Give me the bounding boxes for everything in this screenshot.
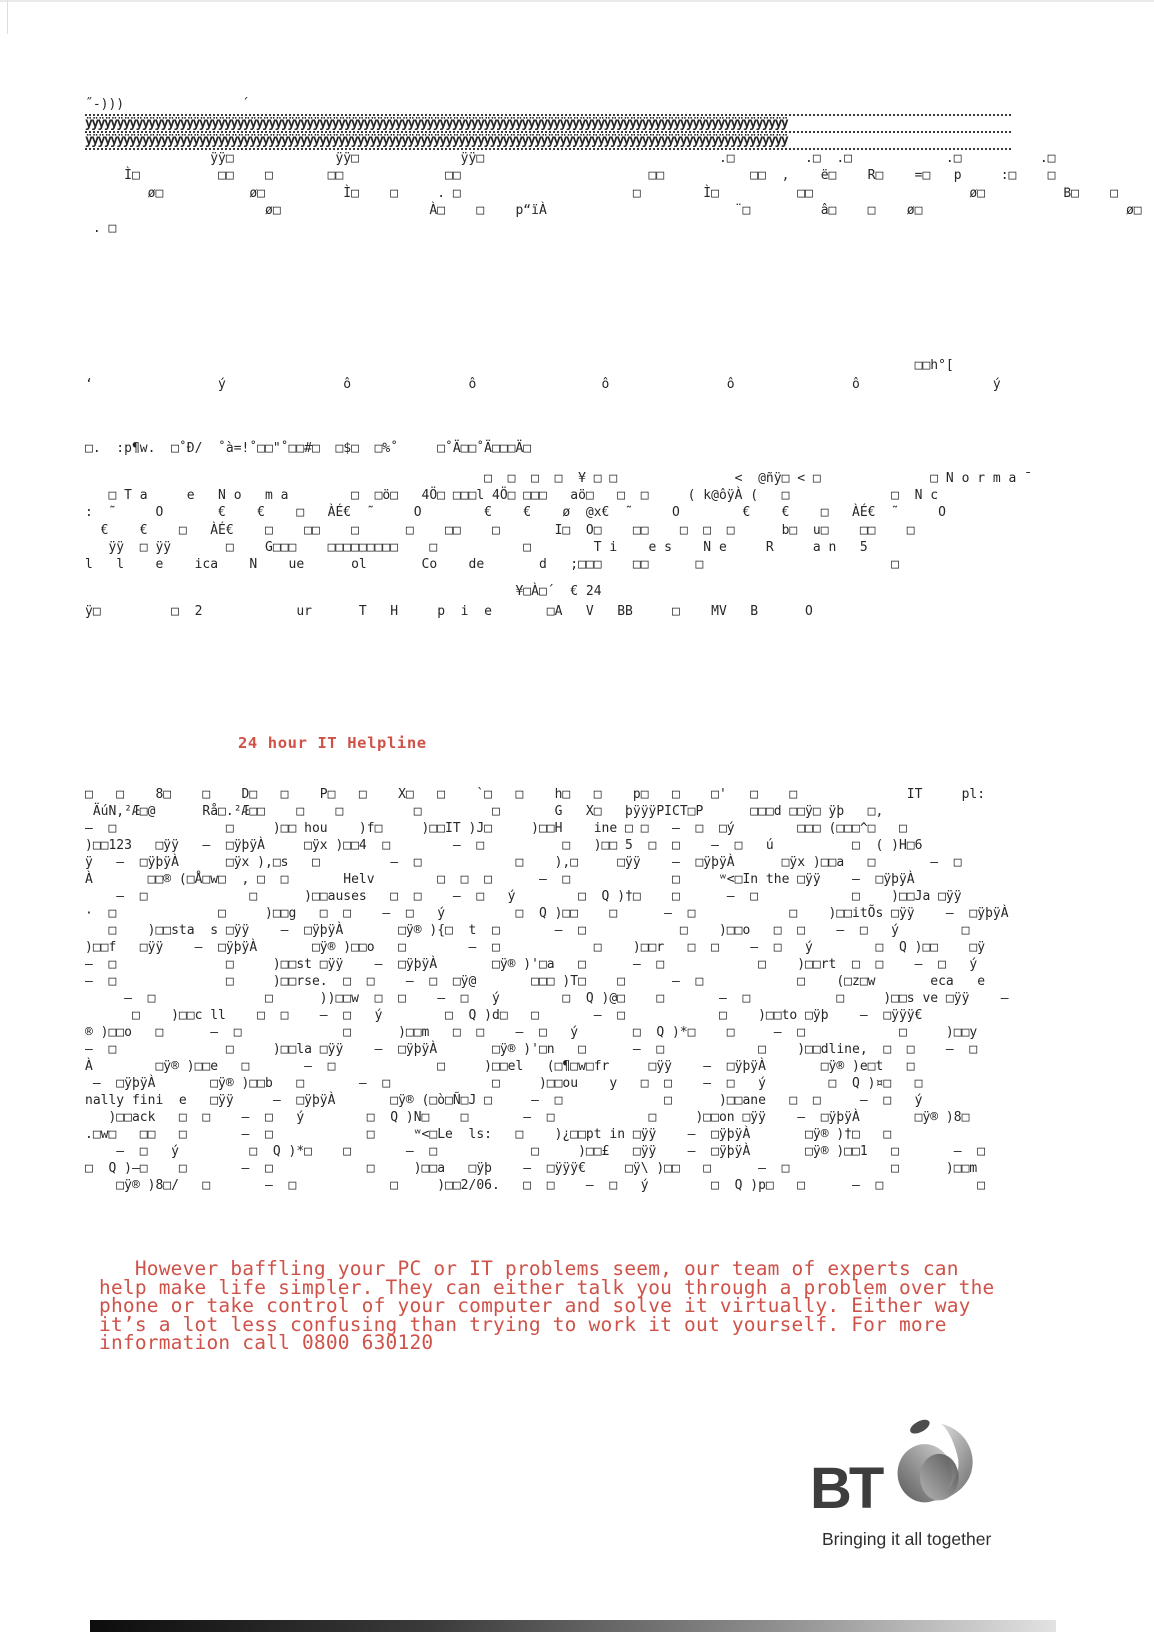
garbled-line: – □ ý □ Q )*□ □ – □ □ )□□£ □ÿÿ – □ÿþÿÀ □ÿ® )□□1 □ – □ <box>85 1144 986 1159</box>
garbled-line: .□w□ □□ □ – □ □ ʷ<□Le ls: □ )¿□□pt in □ÿÿ – □ÿþÿÀ □ÿ® )†□ □ <box>85 1127 892 1142</box>
garbled-line: phone or take control of your computer and solve it virtually. Either way <box>99 1294 971 1317</box>
garbled-scatter-lines <box>85 150 1142 238</box>
garbled-line: – □ÿþÿÀ □ÿ® )□□b □ – □ □ )□□ou y □ □ – □ ý □ Q )¤□ □ <box>85 1076 923 1091</box>
garbled-line: □ T a e N o m a □ □ö□ 4Ö□ □□□l 4Ö□ □□□ aö□ □ □ ( k@ôÿÀ ( □ □ N c <box>85 488 939 504</box>
garbled-line: □ Q )–□ □ – □ □ )□□a □ÿþ – □ÿÿÿ€ □ÿ\ )□□ □ – □ □ )□□m <box>85 1161 978 1176</box>
garbled-line: □ )□□c ll □ □ – □ ý □ Q )d□ □ – □ □ )□□to □ÿþ – □ÿÿÿ€ <box>85 1008 923 1023</box>
garbled-y-row: ÿÿÿÿÿÿÿÿÿÿÿÿÿÿÿÿÿÿÿÿÿÿÿÿÿÿÿÿÿÿÿÿÿÿÿÿÿÿÿÿÿÿÿÿÿÿÿÿÿÿÿÿÿÿÿÿÿÿÿÿÿÿÿÿÿÿÿÿÿÿÿÿÿÿÿÿÿÿÿÿÿÿÿÿÿÿÿÿÿÿÿÿÿÿÿÿÿÿÿÿÿÿÿÿÿÿÿÿÿÿÿ <box>85 114 1011 133</box>
garbled-main-lines <box>85 786 1009 1194</box>
bt-logo-text: BT <box>810 1455 882 1521</box>
garbled-line: However baffling your PC or IT problems seem, our team of experts can <box>99 1257 959 1280</box>
garbled-format-line: □. :p¶w. □˚Ð/ ˚à=!˚□□"˚□□#□ □$□ □%˚ □˚Ä□□˚Ä□□□Ä□ <box>85 441 532 456</box>
garbled-line: Ì□ □□ □ □□ □□ □□ □□ , ë□ R□ =□ p :□ □ <box>85 168 1056 183</box>
garbled-line: – □ □ )□□st □ÿÿ – □ÿþÿÀ □ÿ® )'□a □ – □ □ )□□rt □ □ – □ ý <box>85 957 978 972</box>
garbled-line: À □ÿ® )□□e □ – □ □ )□□el (□¶□w□fr □ÿÿ – □ÿþÿÀ □ÿ® )e□t □ <box>85 1059 915 1074</box>
garbled-main-block <box>85 786 1009 1194</box>
garbled-line: – □ □ )□□la □ÿÿ – □ÿþÿÀ □ÿ® )'□n □ – □ □ )□□dline, □ □ – □ <box>85 1042 978 1057</box>
garbled-line: it’s a lot less confusing than trying to work it out yourself. For more <box>99 1312 947 1336</box>
garbled-line: ø□ ø□ Ì□ □ . □ □ Ì□ □□ ø□ Β□ □ <box>85 185 1119 201</box>
bt-tagline: Bringing it all together <box>822 1529 992 1549</box>
garbled-header-block <box>85 96 1142 237</box>
garbled-line: )□□ack □ □ – □ ý □ Q )N□ □ – □ □ )□□on □ÿÿ – □ÿþÿÀ □ÿ® )8□ <box>85 1110 970 1125</box>
footer-gradient-bar <box>90 1620 1056 1632</box>
garbled-line: ÿ – □ÿþÿÀ □ÿx ),□s □ – □ □ ),□ □ÿÿ – □ÿþÿÀ □ÿx )□□a □ – □ <box>85 855 962 870</box>
body-copy <box>99 1257 995 1354</box>
garbled-line: nally fini e □ÿÿ – □ÿþÿÀ □ÿ® (□ò□Ñ□J □ – □ □ )□□ane □ □ – □ ý <box>85 1093 923 1108</box>
garbled-line: ® )□□o □ – □ □ )□□m □ □ – □ ý □ Q )*□ □ – □ □ )□□y <box>85 1025 978 1040</box>
garbled-line: □ÿ® )8□/ □ – □ □ )□□2/06. □ □ – □ ý □ Q )p□ □ – □ □ <box>85 1178 986 1193</box>
garbled-y-row: ÿÿÿÿÿÿÿÿÿÿÿÿÿÿÿÿÿÿÿÿÿÿÿÿÿÿÿÿÿÿÿÿÿÿÿÿÿÿÿÿÿÿÿÿÿÿÿÿÿÿÿÿÿÿÿÿÿÿÿÿÿÿÿÿÿÿÿÿÿÿÿÿÿÿÿÿÿÿÿÿÿÿÿÿÿÿÿÿÿÿÿÿÿÿÿÿÿÿÿÿÿÿÿÿÿÿÿÿÿÿÿ <box>85 133 1011 150</box>
garbled-line: ÿ□ □ 2 ur T H p i e □A V BB □ MV B O <box>85 604 813 619</box>
garbled-line: ¥□À□´ € 24 <box>85 584 602 599</box>
garbled-line: □ )□□sta s □ÿÿ – □ÿþÿÀ □ÿ® ){□ t □ – □ □ )□□o □ □ – □ ý □ <box>85 923 970 938</box>
garbled-line: – □ □ )□□rse. □ □ – □ □ÿ@ □□□ )T□ □ – □ □ (□z□w eca e <box>85 974 986 989</box>
page-edge-top-line <box>0 0 1154 2</box>
garbled-line: ˝-))) ´ <box>85 97 250 112</box>
body-copy-lines <box>99 1257 995 1354</box>
garbled-24-block <box>85 582 813 622</box>
bt-logo-row <box>810 1416 1025 1521</box>
garbled-line: – □ □ )□□ hou )f□ )□□IT )J□ )□□H ine □ □ – □ □ý □□□ (□□□^□ □ <box>85 821 907 836</box>
garbled-line: ÄúN,²Æ□@ Rå□.²Æ□□ □ □ □ □ G X□ þÿÿÿPICT□P □□□d □□ÿ□ ÿþ □, <box>85 804 884 819</box>
garbled-line: : ˜ O € € □ ÀÉ€ ˜ O € € ø @x€ ˜ O € € □ ÀÉ€ ˜ O <box>85 505 946 521</box>
garbled-line: · □ □ )□□g □ □ – □ ý □ Q )□□ □ – □ □ )□□itÕs □ÿÿ – □ÿþÿÀ <box>85 906 1009 921</box>
garbled-line: ø□ À□ □ p“ïÀ ¨□ â□ □ ø□ ø□ <box>85 203 1142 218</box>
garbled-line: information call 0800 630120 <box>99 1331 434 1354</box>
garbled-24-lines <box>85 582 813 622</box>
garbled-line: ÿÿ□ ÿÿ□ ÿÿ□ .□ .□ .□ .□ .□ <box>85 150 1056 166</box>
garbled-line: □ □ □ □ ¥ □ □ < @ñÿ□ < □ □ N o r m a ¯ <box>85 471 1033 486</box>
bt-globe-icon <box>883 1416 980 1517</box>
garbled-line: ‘ ý ô ô ô ô ô ý <box>85 377 1001 392</box>
garbled-font-meta-block <box>85 470 1032 573</box>
garbled-line: )□□123 □ÿÿ – □ÿþÿÀ □ÿx )□□4 □ – □ □ )□□ 5 □ □ – □ ú □ ( )H□6 <box>85 838 923 853</box>
garbled-line: . □ <box>85 220 117 236</box>
page-edge-left-line <box>7 0 8 34</box>
garbled-line: help make life simpler. They can either talk you through a problem over the <box>99 1275 995 1299</box>
garbled-line: – □ □ ))□□w □ □ – □ ý □ Q )@□ □ – □ □ )□□s ve □ÿÿ – <box>85 991 1009 1006</box>
bt-logo-lockup <box>810 1416 1025 1550</box>
garbled-line: – □ □ )□□auses □ □ – □ ý □ Q )†□ □ – □ □ )□□Ja □ÿÿ <box>85 889 962 904</box>
garbled-line: □□h°[ <box>85 358 954 373</box>
garbled-line: À □□® (□Å□w□ , □ □ Helv □ □ □ – □ □ ʷ<□In the □ÿÿ – □ÿþÿÀ <box>85 872 915 887</box>
garbled-line: □ □ 8□ □ D□ □ P□ □ X□ □ `□ □ h□ □ p□ □ □' □ □ IT pl: <box>85 787 986 802</box>
garbled-mid-lines <box>85 356 1001 394</box>
garbled-line: )□□f □ÿÿ – □ÿþÿÀ □ÿ® )□□o □ – □ □ )□□r □ □ – □ ý □ Q )□□ □ÿ <box>85 940 986 955</box>
headline-24-hour-it-helpline: 24 hour IT Helpline <box>238 734 427 752</box>
garbled-meta-lines <box>85 470 1032 573</box>
garbled-line: ÿÿ □ ÿÿ □ G□□□ □□□□□□□□□ □ □ T i e s N e R a n 5 <box>85 539 868 555</box>
garbled-line: € € □ ÀÉ€ □ □□ □ □ □□ □ I□ O□ □□ □ □ □ b□ u□ □□ □ <box>85 522 915 538</box>
garbled-line: l l e ica N ue ol Co de d ;□□□ □□ □ □ <box>85 557 899 573</box>
garbled-mid-block <box>85 356 1001 394</box>
